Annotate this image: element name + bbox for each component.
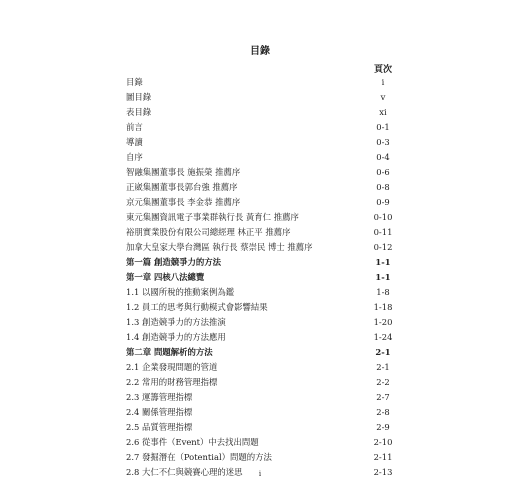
page-column-header: 頁次	[373, 65, 392, 75]
toc-entry	[126, 150, 398, 165]
toc-entry-page: i	[381, 77, 385, 87]
toc-entry-label: 前言	[126, 122, 143, 132]
toc-entry-label: 導讀	[126, 137, 143, 147]
toc-entry-label: 1.4 創造競爭力的方法應用	[126, 332, 226, 342]
toc-entry-label: 2.6 從事件（Event）中去找出問題	[126, 437, 259, 447]
toc-entry-label: 東元集團資訊電子事業群執行長 黃育仁 推薦序	[126, 212, 299, 222]
toc-entry	[126, 330, 398, 345]
toc-entry-page: 2-10	[373, 437, 393, 447]
toc-entry	[126, 240, 398, 255]
toc-entry-label: 正崴集團董事長郭台強 推薦序	[126, 182, 238, 192]
toc-entry	[126, 180, 398, 195]
toc-entry-page: 0-12	[373, 242, 393, 252]
toc-entry	[126, 210, 398, 225]
toc-entry-page: 0-10	[373, 212, 393, 222]
toc-entry-page: 1-20	[373, 317, 393, 327]
toc-entry	[126, 360, 398, 375]
toc-entry-label: 裕朋實業股份有限公司總經理 林正平 推薦序	[126, 227, 291, 237]
toc-entry-page: 1-1	[375, 272, 391, 282]
toc-entry-page: xi	[379, 107, 387, 117]
toc-entry-label: 京元集團董事長 李金恭 推薦序	[126, 197, 241, 207]
toc-entry-page: 0-6	[376, 167, 390, 177]
toc-chapter-heading	[126, 345, 398, 360]
toc-entry-page: 2-11	[373, 452, 393, 462]
toc-entry-label: 2.1 企業發現問題的管道	[126, 362, 218, 372]
toc-entry-label: 1.3 創造競爭力的方法推演	[126, 317, 226, 327]
toc-entry	[126, 435, 398, 450]
toc-entry-page: 2-7	[376, 392, 390, 402]
toc-entry-label: 2.3 運籌管理指標	[126, 392, 193, 402]
toc-chapter-heading	[126, 270, 398, 285]
toc-entry-page: 0-1	[376, 122, 390, 132]
toc-entry	[126, 375, 398, 390]
toc-entry-label: 第一篇 創造競爭力的方法	[126, 257, 222, 267]
toc-entry-page: 0-11	[373, 227, 393, 237]
toc-part-heading	[126, 255, 398, 270]
toc-entry-page: 2-13	[373, 467, 393, 477]
toc-entry	[126, 285, 398, 300]
toc-entry-page: 2-2	[376, 377, 390, 387]
toc-entry-page: 0-8	[376, 182, 390, 192]
toc-entry	[126, 420, 398, 435]
toc-entry-label: 2.2 常用的財務管理指標	[126, 377, 218, 387]
toc-entry-page: 1-8	[376, 287, 390, 297]
toc-entry-label: 加拿大皇家大學台灣區 執行長 蔡崇民 博士 推薦序	[126, 242, 313, 252]
toc-entry-page: 0-3	[376, 137, 390, 147]
toc-entry-page: 0-9	[376, 197, 390, 207]
toc-entry-page: 1-1	[375, 257, 391, 267]
toc-entry-label: 表目錄	[126, 107, 152, 117]
toc-entry	[126, 105, 398, 120]
toc-entry-page: 0-4	[376, 152, 390, 162]
toc-entry-label: 自序	[126, 152, 143, 162]
toc-entry-label: 1.2 員工的思考與行動模式會影響結果	[126, 302, 268, 312]
toc-title: 目錄	[250, 46, 270, 57]
toc-entry-label: 2.7 發掘潛在（Potential）問題的方法	[126, 452, 272, 462]
toc-entry-label: 目錄	[126, 77, 143, 87]
toc-entry	[126, 225, 398, 240]
toc-entry-page: 1-24	[373, 332, 393, 342]
toc-entry-page: v	[380, 92, 386, 102]
toc-entry-page: 2-8	[376, 407, 390, 417]
toc-entry-page: 2-9	[376, 422, 390, 432]
toc-list	[126, 75, 398, 480]
toc-entry-label: 圖目錄	[126, 92, 152, 102]
toc-entry	[126, 390, 398, 405]
toc-entry	[126, 405, 398, 420]
toc-entry-page: 2-1	[375, 347, 391, 357]
toc-entry	[126, 195, 398, 210]
toc-entry	[126, 120, 398, 135]
toc-entry-page: 2-1	[376, 362, 390, 372]
toc-entry-label: 第二章 問題解析的方法	[126, 347, 213, 357]
toc-entry	[126, 90, 398, 105]
toc-entry	[126, 165, 398, 180]
toc-entry	[126, 315, 398, 330]
toc-entry-label: 1.1 以國所稅的推動案例為鑑	[126, 287, 235, 297]
toc-entry-label: 2.5 品質管理指標	[126, 422, 193, 432]
toc-entry-label: 2.4 關係管理指標	[126, 407, 193, 417]
toc-entry	[126, 450, 398, 465]
toc-entry-label: 智融集團董事長 施振榮 推薦序	[126, 167, 241, 177]
footer-page-number: i	[258, 470, 262, 478]
toc-entry	[126, 135, 398, 150]
toc-entry-page: 1-18	[373, 302, 393, 312]
toc-entry	[126, 300, 398, 315]
toc-entry-label: 2.8 大仁不仁與競賽心理的迷思	[126, 467, 243, 477]
toc-entry	[126, 75, 398, 90]
toc-entry-label: 第一章 四核八法總覽	[126, 272, 205, 282]
